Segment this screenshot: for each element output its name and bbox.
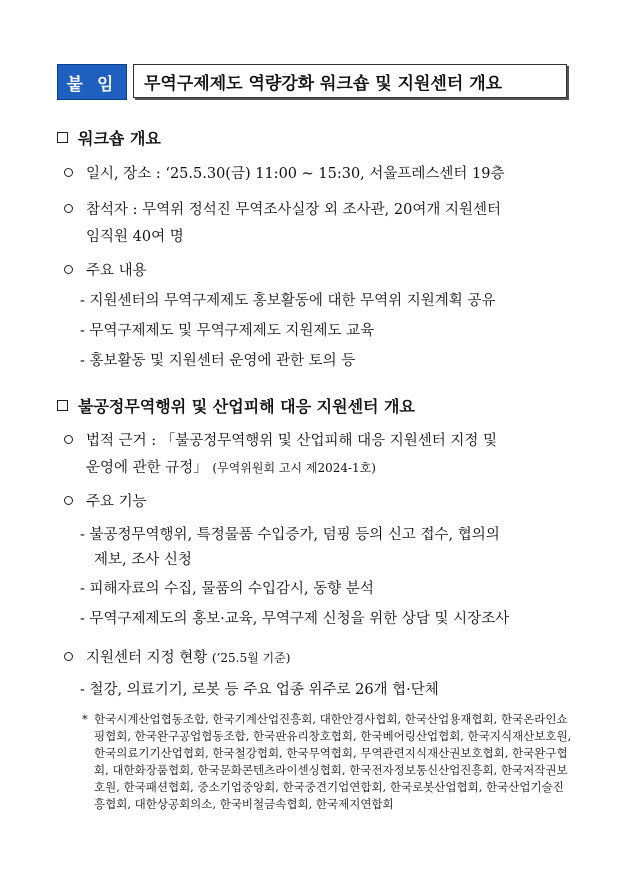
schedule-bullet <box>64 161 574 188</box>
list-item: - 무역구제제도의 홍보·교육, 무역구제 신청을 위한 상담 및 시장조사 <box>80 611 510 627</box>
circle-bullet-icon <box>64 265 73 274</box>
attachment-label: 붙 임 <box>57 64 127 100</box>
circle-bullet-icon <box>64 168 73 177</box>
footnote <box>82 711 574 813</box>
participants-line1: 참석자 : 무역위 정석진 무역조사실장 외 조사관, 20여개 지원센터 <box>86 202 501 218</box>
circle-bullet-icon <box>64 435 73 444</box>
status-note: (’25.5월 기준) <box>211 651 291 665</box>
participants-line2: 임직원 40여 명 <box>86 229 184 245</box>
participants-bullet <box>64 197 574 251</box>
functions-bullet <box>64 489 574 516</box>
legal-line2: 운영에 관한 규정」 <box>86 460 208 476</box>
header <box>57 64 567 100</box>
list-item: - 철강, 의료기기, 로봇 등 주요 업종 위주로 26개 협·단체 <box>80 682 439 698</box>
section1-heading <box>57 126 161 149</box>
contents-bullet <box>64 258 574 285</box>
status-bullet <box>64 645 574 672</box>
legal-basis-bullet <box>64 428 574 482</box>
square-bullet-icon <box>57 400 68 411</box>
schedule-text: 일시, 장소 : ‘25.5.30(금) 11:00 ~ 15:30, 서울프레스센터 19층 <box>86 166 505 182</box>
list-item: - 무역구제제도 및 무역구제제도 지원제도 교육 <box>80 323 375 339</box>
legal-line1: 법적 근거 : 「불공정무역행위 및 산업피해 대응 지원센터 지정 및 <box>86 433 498 449</box>
footnote-mark: * <box>82 712 88 726</box>
functions-label: 주요 기능 <box>86 494 147 510</box>
status-label: 지원센터 지정 현황 <box>86 650 208 666</box>
square-bullet-icon <box>57 132 68 143</box>
section2-heading <box>57 394 415 417</box>
list-item: - 피해자료의 수집, 물품의 수입감시, 동향 분석 <box>80 581 374 597</box>
list-item: - 지원센터의 무역구제제도 홍보활동에 대한 무역위 지원계획 공유 <box>80 293 496 309</box>
list-item: - 불공정무역행위, 특정물품 수입증가, 덤핑 등의 신고 접수, 협의의 제보, 조사 신청 <box>80 527 500 568</box>
circle-bullet-icon <box>64 204 73 213</box>
circle-bullet-icon <box>64 652 73 661</box>
section1-title: 워크숍 개요 <box>78 129 161 148</box>
circle-bullet-icon <box>64 496 73 505</box>
footnote-text: 한국시계산업협동조합, 한국기계산업진흥회, 대한안경사협회, 한국산업용재협회, 한국온라인쇼핑협회, 한국완구공업협동조합, 한국판유리창호협회, 한국베어링산업협회, 한국지식재산보호원, 한국의료기기산업협회, 한국철강협회, 한국무역협회, 무역관련지식재산권보호협회, 한국완구협회, 대한화장품협회, 한국문화콘텐츠라이센싱협회, 한국전자정보통신산업진흥회, 한국저작권보호원, 한국패션협회, 중소기업중앙회, 한국중견기업연합회, 한국로봇산업협회, 한국산업기술진흥협회, 대한상공회의소, 한국비철금속협회, 한국제지연합회 <box>94 712 572 811</box>
list-item: - 홍보활동 및 지원센터 운영에 관한 토의 등 <box>80 353 356 369</box>
page-title: 무역구제제도 역량강화 워크숍 및 지원센터 개요 <box>133 64 567 98</box>
legal-note: (무역위원회 고시 제2024-1호) <box>212 461 376 475</box>
contents-label: 주요 내용 <box>86 263 147 279</box>
section2-title: 불공정무역행위 및 산업피해 대응 지원센터 개요 <box>78 397 415 416</box>
